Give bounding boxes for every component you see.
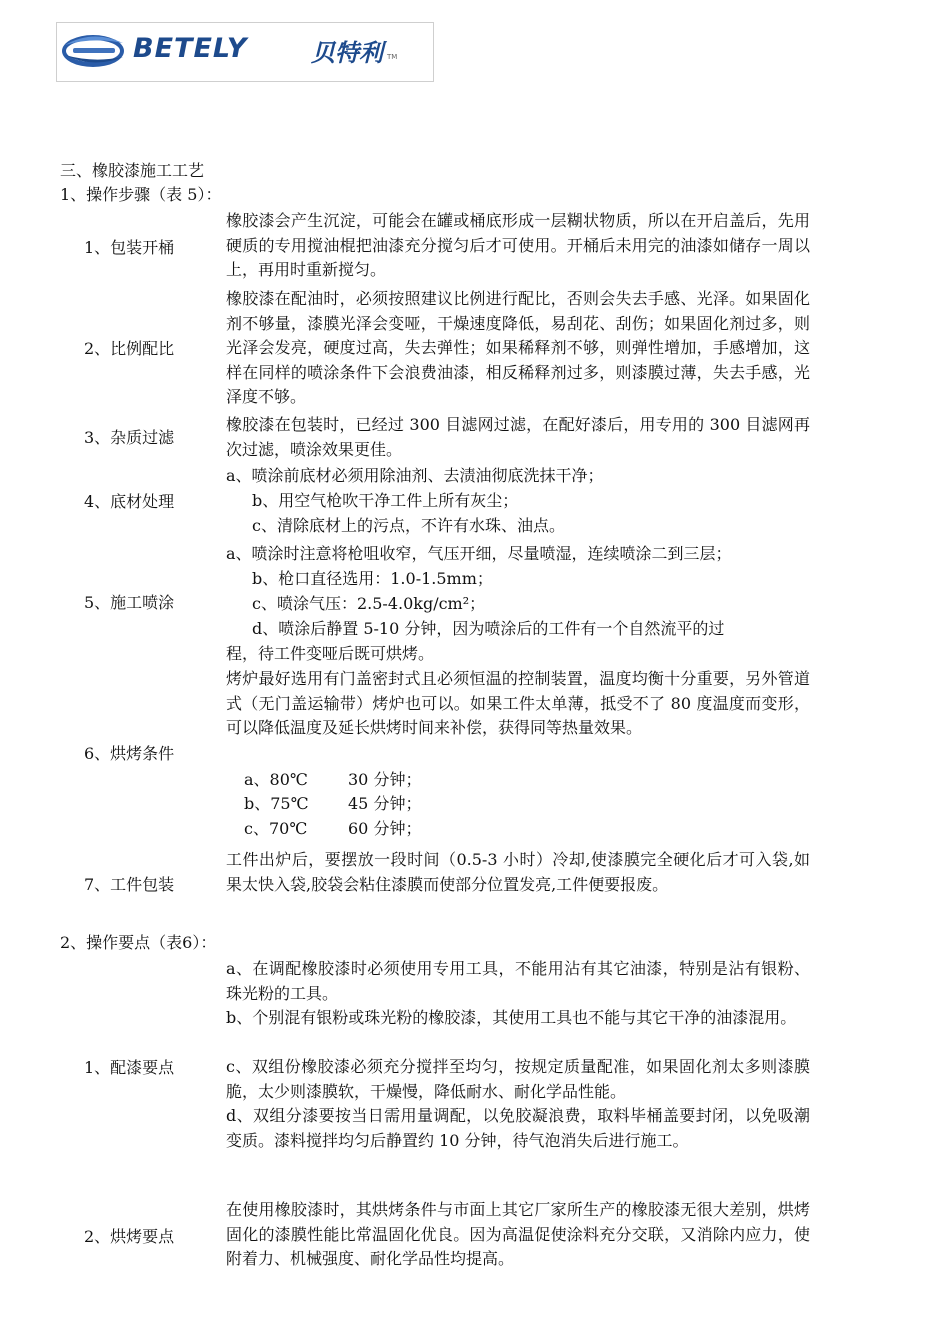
point-label-baking: 2、烘烤要点: [84, 1227, 175, 1246]
logo-swoosh-icon: [59, 25, 129, 79]
step-label-ratio: 2、比例配比: [84, 339, 175, 358]
baking-time-c: 60 分钟；: [348, 819, 422, 838]
step-label-baking: 6、烘烤条件: [84, 744, 175, 763]
step-label-filter: 3、杂质过滤: [84, 428, 175, 447]
spray-line-a: a、喷涂时注意将枪咀收窄，气压开细，尽量喷湿，连续喷涂二到三层；: [226, 544, 732, 563]
substrate-line-c: c、清除底材上的污点，不许有水珠、油点。: [252, 516, 565, 535]
mixing-para-d: d、双组分漆要按当日需用量调配，以免胶凝浪费，取料毕桶盖要封闭，以免吸潮变质。漆料搅拌均匀后静置约 10 分钟，待气泡消失后进行施工。: [226, 1106, 810, 1150]
mixing-para-b: b、个别混有银粉或珠光粉的橡胶漆，其使用工具也不能与其它干净的油漆混用。: [226, 1008, 797, 1027]
step-text-open: 橡胶漆会产生沉淀，可能会在罐或桶底形成一层糊状物质，所以在开启盖后，先用硬质的专用搅油棍把油漆充分搅匀后才可使用。开桶后未用完的油漆如储存一周以上，再用时重新搅匀。: [226, 211, 810, 279]
points-heading: 2、操作要点（表6）：: [60, 933, 217, 952]
step-text-filter: 橡胶漆在包装时，已经过 300 目滤网过滤，在配好漆后，用专用的 300 目滤网再次过滤，喷涂效果更佳。: [226, 415, 810, 459]
step-label-packaging: 7、工件包装: [84, 875, 175, 894]
step-text-packaging: 工件出炉后，要摆放一段时间（0.5-3 小时）冷却,使漆膜完全硬化后才可入袋,如果太快入袋,胶袋会粘住漆膜而使部分位置发亮,工件便要报废。: [226, 850, 810, 894]
section-title: 三、橡胶漆施工工艺: [60, 161, 205, 180]
baking-temp-c: c、70℃: [244, 819, 308, 838]
logo-tm-mark: TM: [387, 53, 398, 61]
step-text-ratio: 橡胶漆在配油时，必须按照建议比例进行配比，否则会失去手感、光泽。如果固化剂不够量，漆膜光泽会变哑，干燥速度降低，易刮花、刮伤；如果固化剂过多，则光泽会发亮，硬度过高，失去弹性；如果稀释剂不够，则弹性增加，手感增加，这样在同样的喷涂条件下会浪费油漆，相反稀释剂过多，则漆膜过薄，失去手感，光泽度不够。: [226, 289, 810, 406]
substrate-line-b: b、用空气枪吹干净工件上所有灰尘；: [252, 491, 519, 510]
step-label-open: 1、包装开桶: [84, 238, 175, 257]
point-label-mixing: 1、配漆要点: [84, 1058, 175, 1077]
mixing-para-c: c、双组份橡胶漆必须充分搅拌至均匀，按规定质量配准，如果固化剂太多则漆膜脆，太少则漆膜软，干燥慢，降低耐水、耐化学品性能。: [226, 1057, 810, 1101]
company-logo: [56, 22, 434, 82]
mixing-para-a: a、在调配橡胶漆时必须使用专用工具，不能用沾有其它油漆，特别是沾有银粉、珠光粉的工具。: [226, 959, 810, 1003]
spray-line-e: 程，待工件变哑后既可烘烤。: [226, 644, 435, 663]
logo-brand-cn-text: 贝特利: [311, 39, 383, 67]
spray-line-b: b、枪口直径选用：1.0-1.5mm；: [252, 569, 493, 588]
step-label-spray: 5、施工喷涂: [84, 593, 175, 612]
logo-brand-text: BETELY: [133, 33, 248, 64]
baking-time-a: 30 分钟；: [348, 770, 422, 789]
step-text-baking: 烤炉最好选用有门盖密封式且必须恒温的控制装置，温度均衡十分重要，另外管道式（无门盖运输带）烤炉也可以。如果工件太单薄，抵受不了 80 度温度而变形，可以降低温度及延长烘烤时间来补偿，获得同等热量效果。: [226, 669, 810, 737]
baking-temp-a: a、80℃: [244, 770, 308, 789]
spray-line-d: d、喷涂后静置 5-10 分钟，因为喷涂后的工件有一个自然流平的过: [252, 619, 725, 638]
substrate-line-a: a、喷涂前底材必须用除油剂、去渍油彻底洗抹干净；: [226, 466, 604, 485]
point-text-baking: 在使用橡胶漆时，其烘烤条件与市面上其它厂家所生产的橡胶漆无很大差别，烘烤固化的漆膜性能比常温固化优良。因为高温促使涂料充分交联，又消除内应力，使附着力、机械强度、耐化学品性均提高。: [226, 1200, 810, 1268]
step-label-substrate: 4、底材处理: [84, 492, 175, 511]
baking-time-b: 45 分钟；: [348, 794, 422, 813]
baking-temp-b: b、75℃: [244, 794, 309, 813]
spray-line-c: c、喷涂气压：2.5-4.0kg/cm²；: [252, 594, 486, 613]
steps-heading: 1、操作步骤（表 5）：: [60, 185, 222, 204]
